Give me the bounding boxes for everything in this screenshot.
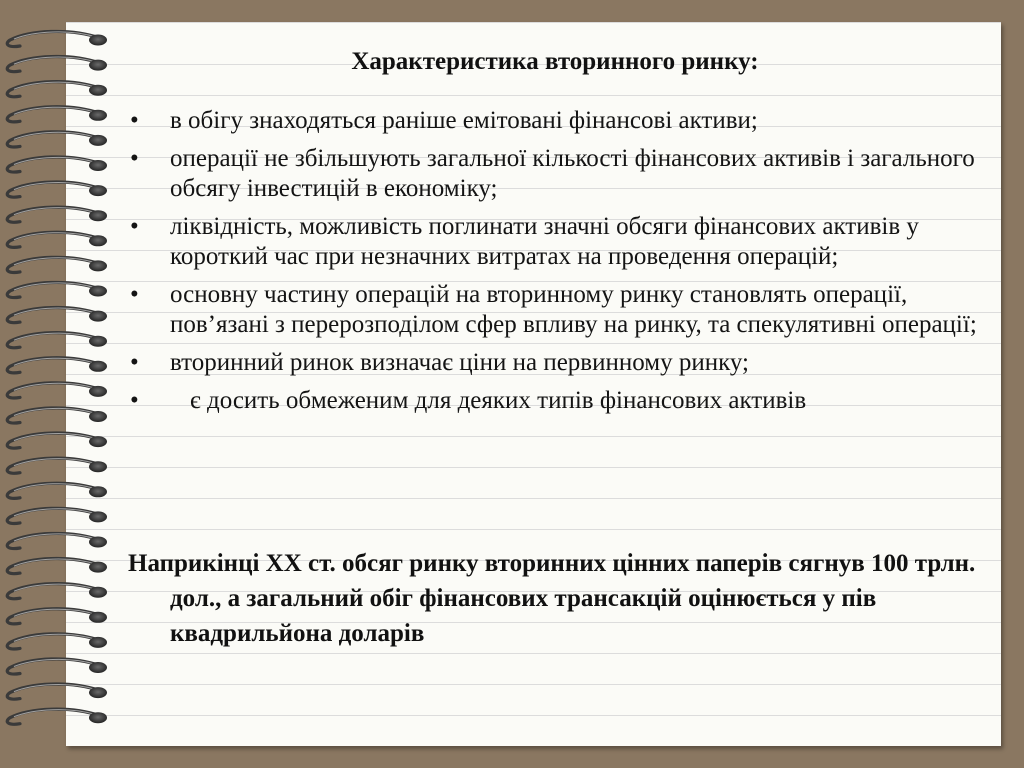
- bullet-marker: •: [130, 145, 139, 172]
- slide-title: Характеристика вторинного ринку:: [351, 48, 759, 75]
- spiral-ring: [7, 232, 107, 247]
- spiral-ring: [7, 358, 107, 373]
- spiral-ring: [7, 157, 107, 172]
- spiral-ring: [7, 584, 107, 599]
- spiral-ring: [7, 182, 107, 197]
- spiral-ring: [7, 31, 107, 46]
- list-item: [128, 280, 998, 340]
- bullet-text: основну частину операцій на вторинному ринку становлять операції, пов’язані з перерозподілом сфер впливу на ринку, та спекулятивні операції;: [170, 281, 977, 338]
- list-item: [128, 144, 998, 204]
- spiral-ring: [7, 308, 107, 323]
- list-item: [128, 348, 998, 378]
- spiral-ring: [7, 333, 107, 348]
- bullet-text: ліквідність, можливість поглинати значні обсяги фінансових активів у короткий час при незначних витратах на проведення операцій;: [170, 213, 919, 270]
- bullet-text: в обігу знаходяться раніше емітовані фінансові активи;: [170, 107, 758, 134]
- spiral-ring: [7, 559, 107, 574]
- spiral-ring: [7, 533, 107, 548]
- spiral-binding: [0, 22, 120, 746]
- spiral-ring: [7, 483, 107, 498]
- spiral-ring: [7, 609, 107, 624]
- bullet-marker: •: [130, 387, 139, 414]
- spiral-ring: [7, 82, 107, 97]
- spiral-ring: [7, 207, 107, 222]
- spiral-ring: [7, 684, 107, 699]
- bullet-text: операції не збільшують загальної кількості фінансових активів і загального обсягу інвестицій в економіку;: [170, 145, 975, 202]
- spiral-ring: [7, 659, 107, 674]
- spiral-ring: [7, 257, 107, 272]
- spiral-ring: [7, 508, 107, 523]
- bullet-marker: •: [130, 281, 139, 308]
- summary-note: Наприкінці ХХ ст. обсяг ринку вторинних цінних паперів сягнув 100 трлн. дол., а загальний обіг фінансових трансакцій оцінюється у пів квадрильйона доларів: [128, 550, 976, 647]
- spiral-ring: [7, 383, 107, 398]
- list-item: [128, 212, 998, 272]
- bullet-text: є досить обмеженим для деяких типів фінансових активів: [190, 387, 807, 414]
- bullet-list: [128, 106, 998, 424]
- bullet-marker: •: [130, 213, 139, 240]
- spiral-ring: [7, 282, 107, 297]
- spiral-ring: [7, 433, 107, 448]
- bullet-text: вторинний ринок визначає ціни на первинному ринку;: [170, 349, 749, 376]
- spiral-ring: [7, 634, 107, 649]
- list-item: [128, 106, 998, 136]
- spiral-ring: [7, 458, 107, 473]
- spiral-ring: [7, 408, 107, 423]
- bullet-marker: •: [130, 107, 139, 134]
- spiral-ring: [7, 709, 107, 724]
- spiral-ring: [7, 132, 107, 147]
- spiral-ring: [7, 107, 107, 122]
- bullet-marker: •: [130, 349, 139, 376]
- list-item: [128, 386, 998, 416]
